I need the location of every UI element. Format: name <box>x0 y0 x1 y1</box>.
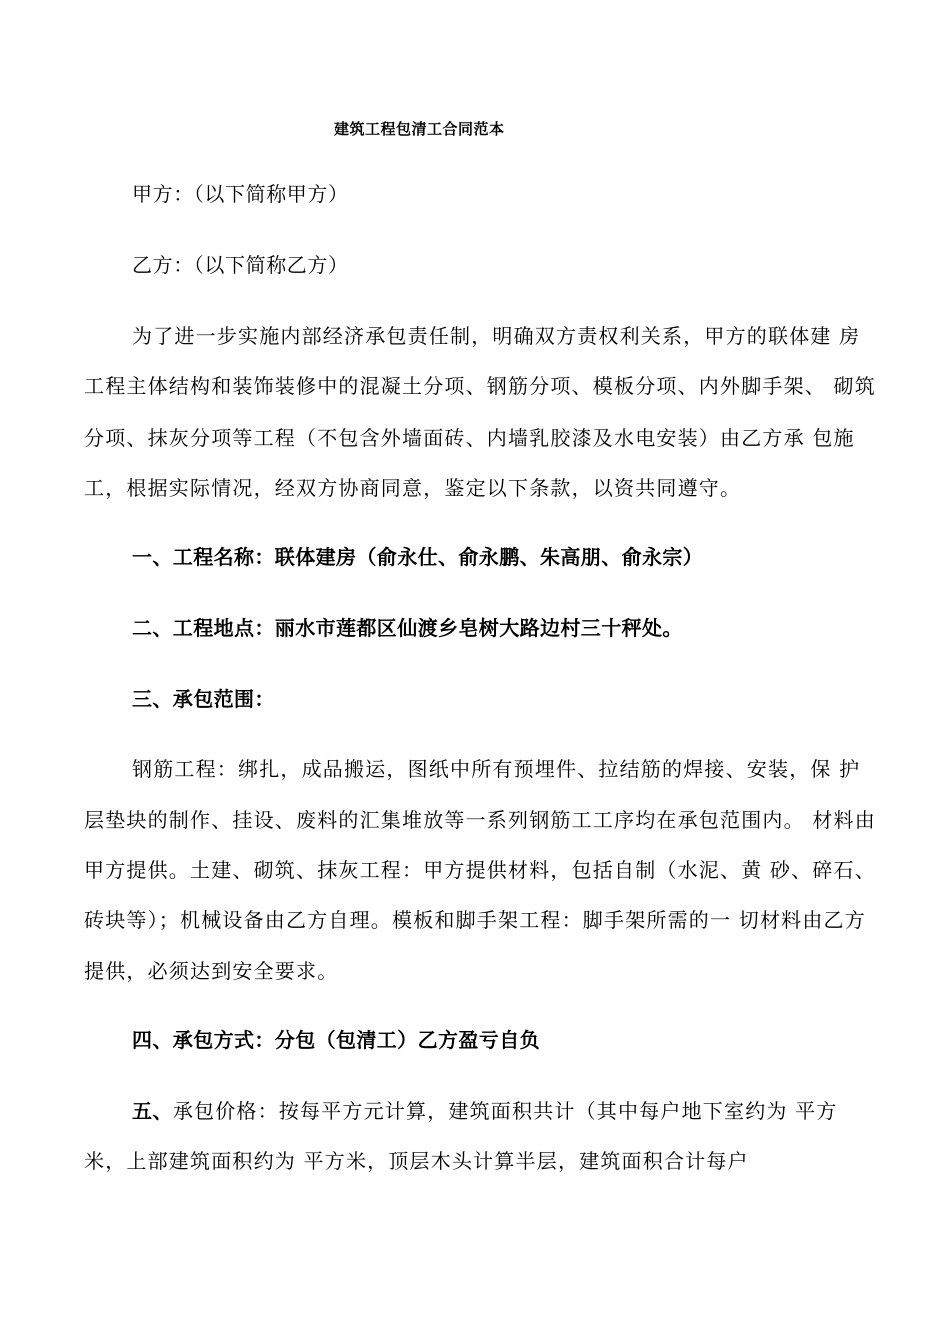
scope-line: 提供，必须达到安全要求。 <box>84 959 339 983</box>
price-line: 米，上部建筑面积约为 平方米，顶层木头计算半层，建筑面积合计每户 <box>84 1149 749 1173</box>
document-title: 建筑工程包清工合同范本 <box>334 120 505 138</box>
party-a-line: 甲方：（以下简称甲方） <box>132 182 349 206</box>
scope-line: 钢筋工程：绑扎，成品搬运，图纸中所有预埋件、拉结筋的焊接、安装，保 护 <box>132 757 861 781</box>
section-price-label: 五、 <box>132 1099 173 1123</box>
section-project-location: 二、工程地点：丽水市莲都区仙渡乡皂树大路边村三十秤处。 <box>132 616 683 640</box>
scope-line: 层垫块的制作、挂设、废料的汇集堆放等一系列钢筋工工序均在承包范围内。 材料由 <box>84 808 876 832</box>
intro-line: 工，根据实际情况，经双方协商同意，鉴定以下条款，以资共同遵守。 <box>84 476 742 500</box>
intro-line: 工程主体结构和装饰装修中的混凝土分项、钢筋分项、模板分项、内外脚手架、 砌筑 <box>84 374 876 398</box>
scope-line: 砖块等）；机械设备由乙方自理。模板和脚手架工程：脚手架所需的一 切材料由乙方 <box>84 908 866 932</box>
scope-line: 甲方提供。土建、砌筑、抹灰工程：甲方提供材料，包括自制（水泥、黄 砂、碎石、 <box>84 858 876 882</box>
intro-line: 分项、抹灰分项等工程（不包含外墙面砖、内墙乳胶漆及水电安装）由乙方承 包施 <box>84 426 855 450</box>
section-contract-method: 四、承包方式：分包（包清工）乙方盈亏自负 <box>132 1028 540 1052</box>
section-price <box>132 1097 838 1125</box>
intro-line: 为了进一步实施内部经济承包责任制，明确双方责权利关系，甲方的联体建 房 <box>132 324 861 348</box>
section-project-name: 一、工程名称：联体建房（俞永仕、俞永鹏、朱高朋、俞永宗） <box>132 545 704 569</box>
party-b-line: 乙方：（以下简称乙方） <box>132 253 349 277</box>
section-scope-heading: 三、承包范围： <box>132 687 275 711</box>
price-line: 承包价格：按每平方元计算，建筑面积共计（其中每户地下室约为 平方 <box>172 1099 838 1123</box>
